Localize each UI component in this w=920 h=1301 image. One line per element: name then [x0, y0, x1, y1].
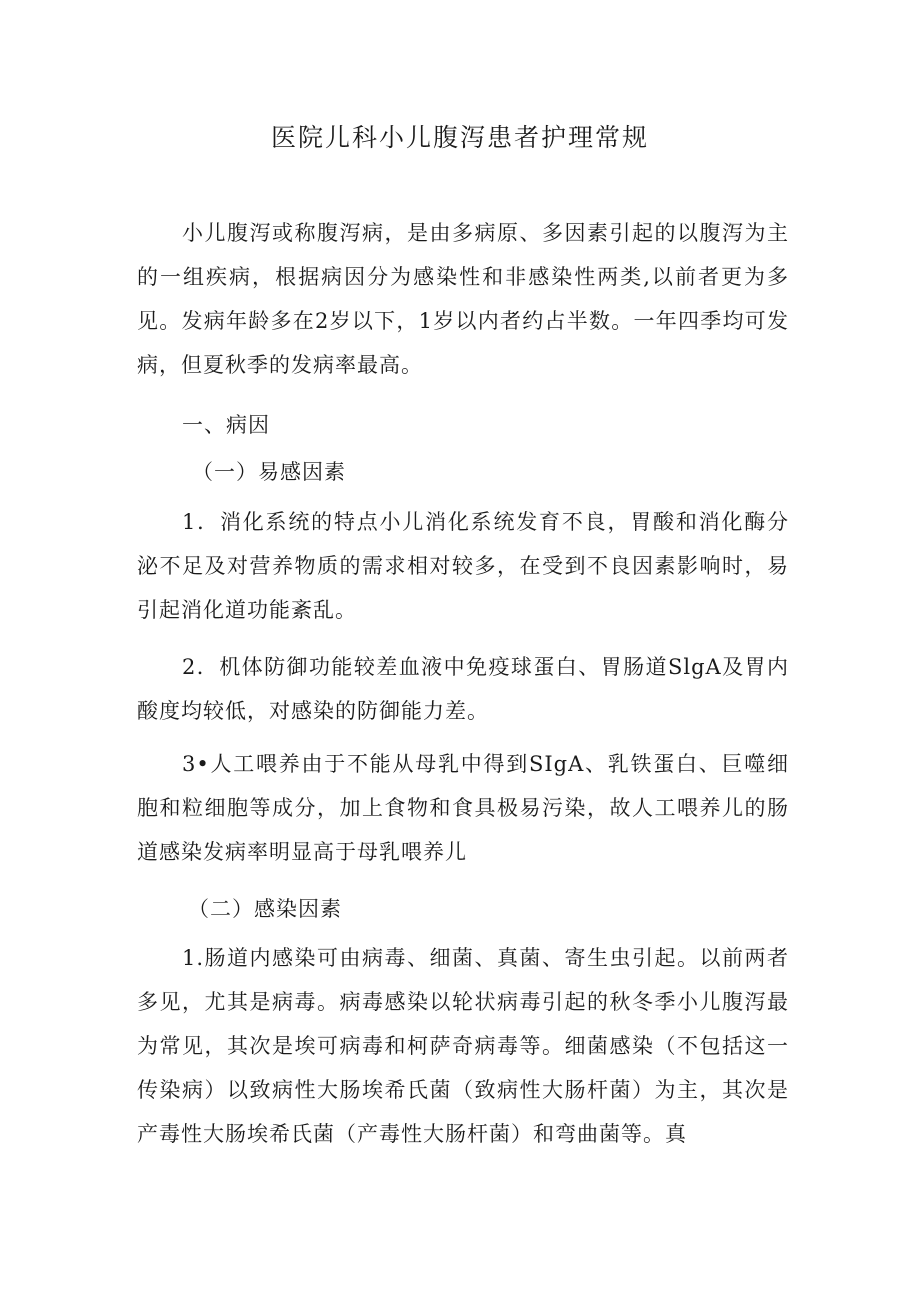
subsection-heading-infection: （二）感染因素: [188, 897, 342, 921]
item-immune-defense: 2．机体防御功能较差血液中免疫球蛋白、胃肠道SlgA及胃内酸度均较低，对感染的防御能力差。: [137, 655, 789, 723]
item-artificial-feeding: 3•人工喂养由于不能从母乳中得到SIgA、乳铁蛋白、巨噬细胞和粒细胞等成分，加上食物和食具极易污染，故人工喂养儿的肠道感染发病率明显高于母乳喂养儿: [137, 752, 789, 864]
item-intestinal-infection: 1.肠道内感染可由病毒、细菌、真菌、寄生虫引起。以前两者多见，尤其是病毒。病毒感染以轮状病毒引起的秋冬季小儿腹泻最为常见，其次是埃可病毒和柯萨奇病毒等。细菌感染（不包括这一传染病）以致病性大肠埃希氏菌（致病性大肠杆菌）为主，其次是产毒性大肠埃希氏菌（产毒性大肠杆菌）和弯曲菌等。真: [137, 946, 789, 1146]
section-heading-causes: 一、病因: [182, 413, 270, 437]
subsection-heading-susceptibility: （一）易感因素: [192, 460, 346, 484]
document-title: 医院儿科小儿腹泻患者护理常规: [270, 123, 649, 152]
item-digestive-system: 1．消化系统的特点小儿消化系统发育不良，胃酸和消化酶分泌不足及对营养物质的需求相对较多，在受到不良因素影响时，易引起消化道功能紊乱。: [137, 510, 789, 622]
intro-paragraph: 小儿腹泻或称腹泻病，是由多病原、多因素引起的以腹泻为主的一组疾病，根据病因分为感染性和非感染性两类,以前者更为多见。发病年龄多在2岁以下，1岁以内者约占半数。一年四季均可发病，但夏秋季的发病率最高。: [137, 221, 789, 377]
